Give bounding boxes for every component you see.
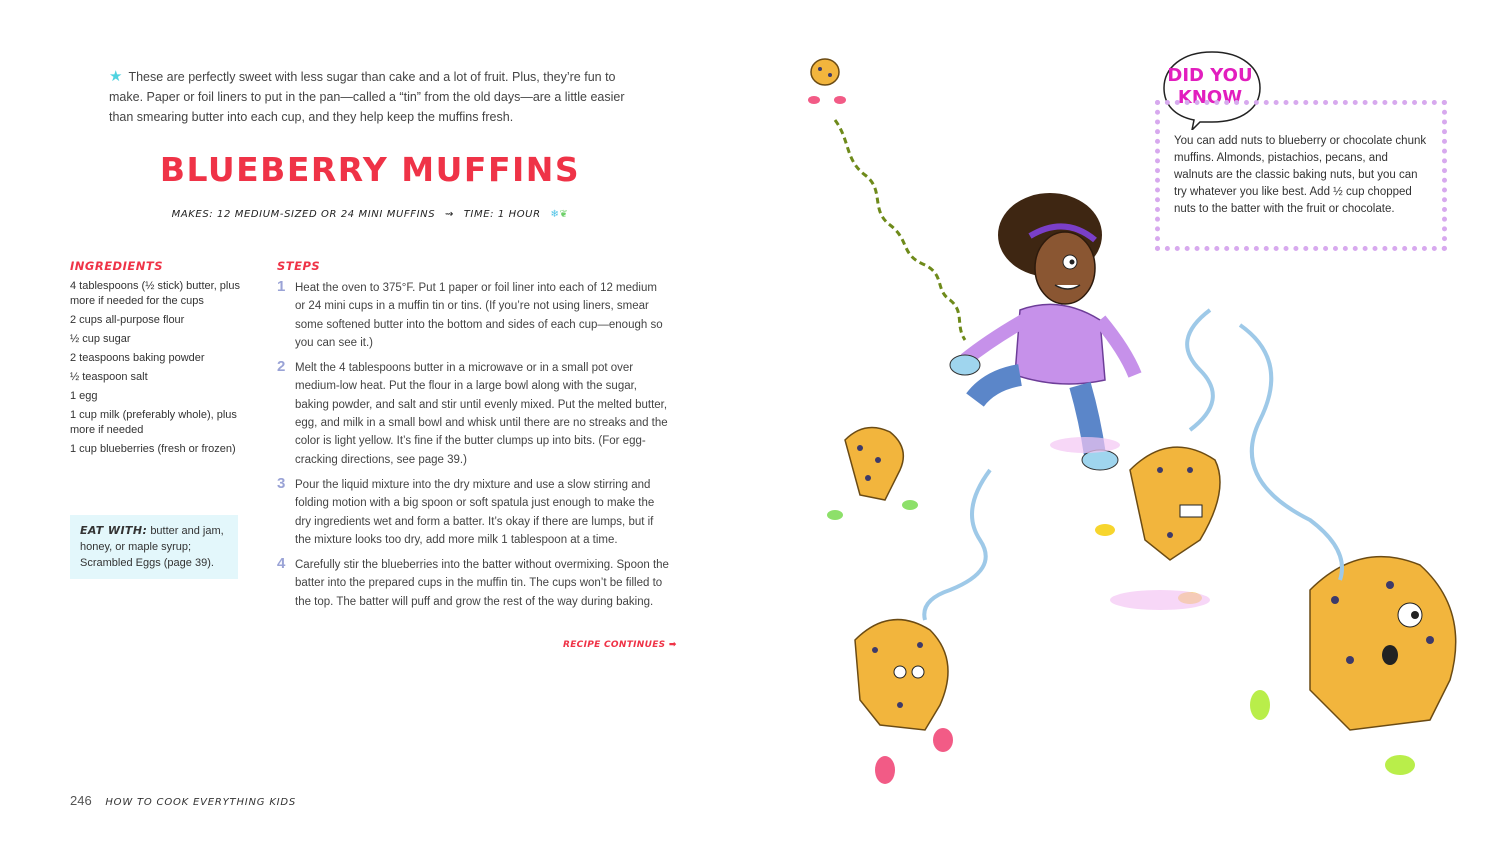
ingredient-item: ½ cup sugar — [70, 333, 131, 345]
step-text: Heat the oven to 375°F. Put 1 paper or foil liner into each of 12 medium or 24 mini cups in a muffin tin or tins. (If you’re not using liners, smear some softened butter into the bottom and sides of each cup—enough so you can see it.) — [295, 282, 663, 349]
recipe-title: BLUEBERRY MUFFINS — [159, 150, 581, 189]
step-number: 3 — [277, 474, 286, 492]
leaf-icon: ❦ — [559, 209, 569, 220]
time-text: TIME: 1 HOUR — [463, 209, 541, 220]
muffin-character-icon — [827, 428, 918, 521]
small-muffin-icon — [808, 59, 846, 104]
page-footer — [70, 793, 296, 808]
step-item — [277, 556, 669, 611]
recipe-continues-link[interactable]: RECIPE CONTINUES ➡ — [563, 640, 677, 650]
steps-heading: STEPS — [277, 259, 321, 273]
makes-text: MAKES: 12 MEDIUM-SIZED OR 24 MINI MUFFINS — [171, 209, 436, 220]
book-title: HOW TO COOK EVERYTHING KIDS — [105, 797, 297, 808]
did-you-know-text: You can add nuts to blueberry or chocolate chunk muffins. Almonds, pistachios, pecans, and walnuts are the classic baking nuts, but you can try whatever you like best. Add ½ cup chopped nuts to the batter with the fruit or chocolate. — [1174, 135, 1427, 215]
did-you-know-line2: KNOW — [1177, 87, 1243, 108]
eat-with-text: butter and jam, honey, or maple syrup; Scrambled Eggs (page 39). — [80, 525, 224, 569]
ingredient-item: 1 egg — [70, 390, 98, 402]
ingredient-item: 2 teaspoons baking powder — [70, 352, 205, 364]
intro-paragraph — [109, 67, 639, 127]
eat-with-box — [70, 515, 238, 579]
muffin-character-icon — [1250, 557, 1456, 775]
muffin-character-icon — [1095, 447, 1220, 610]
ingredient-item: 1 cup milk (preferably whole), plus more if needed — [70, 409, 237, 436]
eat-with-label: EAT WITH: — [80, 524, 148, 537]
step-text: Carefully stir the blueberries into the batter without overmixing. Spoon the batter into the prepared cups in the muffin tin. The cups won’t be filled to the top. The batter will puff and grow the rest of the way during baking. — [295, 559, 669, 608]
did-you-know-line1: DID YOU — [1167, 65, 1253, 86]
ingredients-list — [70, 279, 240, 461]
girl-character-icon — [950, 193, 1135, 470]
step-text: Pour the liquid mixture into the dry mixture and use a slow stirring and folding motion with a big spoon or soft spatula just enough to make the dry ingredients wet and form a batter. It’s okay if there are lumps, but if the mixture looks too dry, add more milk 1 tablespoon at a time. — [295, 478, 655, 546]
muffin-character-icon — [855, 620, 953, 784]
step-item — [277, 476, 669, 549]
step-item — [277, 279, 669, 352]
ingredient-item: ½ teaspoon salt — [70, 371, 148, 383]
steps-list — [277, 279, 669, 618]
ingredients-heading: INGREDIENTS — [70, 259, 163, 273]
step-number: 2 — [277, 358, 286, 376]
ingredient-item: 2 cups all-purpose flour — [70, 314, 185, 326]
step-text: Melt the 4 tablespoons butter in a microwave or in a small pot over medium-low heat. Put the flour in a large bowl along with the sugar, baking powder, and salt and stir until evenly mixed. Put the melted butter, egg, and milk in a small bowl and whisk until there are no streaks and the color is light yellow. It’s fine if the butter clumps up into bits. (For egg-cracking directions, see page 39.) — [295, 362, 668, 466]
page-number: 246 — [70, 793, 92, 808]
step-item — [277, 359, 669, 469]
ingredient-item: 4 tablespoons (½ stick) butter, plus more if needed for the cups — [70, 280, 240, 307]
star-icon: ★ — [109, 68, 123, 85]
step-number: 1 — [277, 278, 286, 295]
arrow-icon: ⇝ — [444, 209, 454, 220]
intro-text: These are perfectly sweet with less sugar than cake and a lot of fruit. Plus, they’re fun to make. Paper or foil liners to put in the pan—called a “tin” from the old days—are a little easier than smearing butter into each cup, and they help keep the muffins fresh. — [109, 70, 625, 124]
step-number: 4 — [277, 555, 286, 573]
recipe-meta — [0, 209, 740, 220]
snowflake-icon: ❄ — [550, 209, 560, 220]
right-page — [750, 0, 1500, 847]
ingredient-item: 1 cup blueberries (fresh or frozen) — [70, 443, 236, 455]
